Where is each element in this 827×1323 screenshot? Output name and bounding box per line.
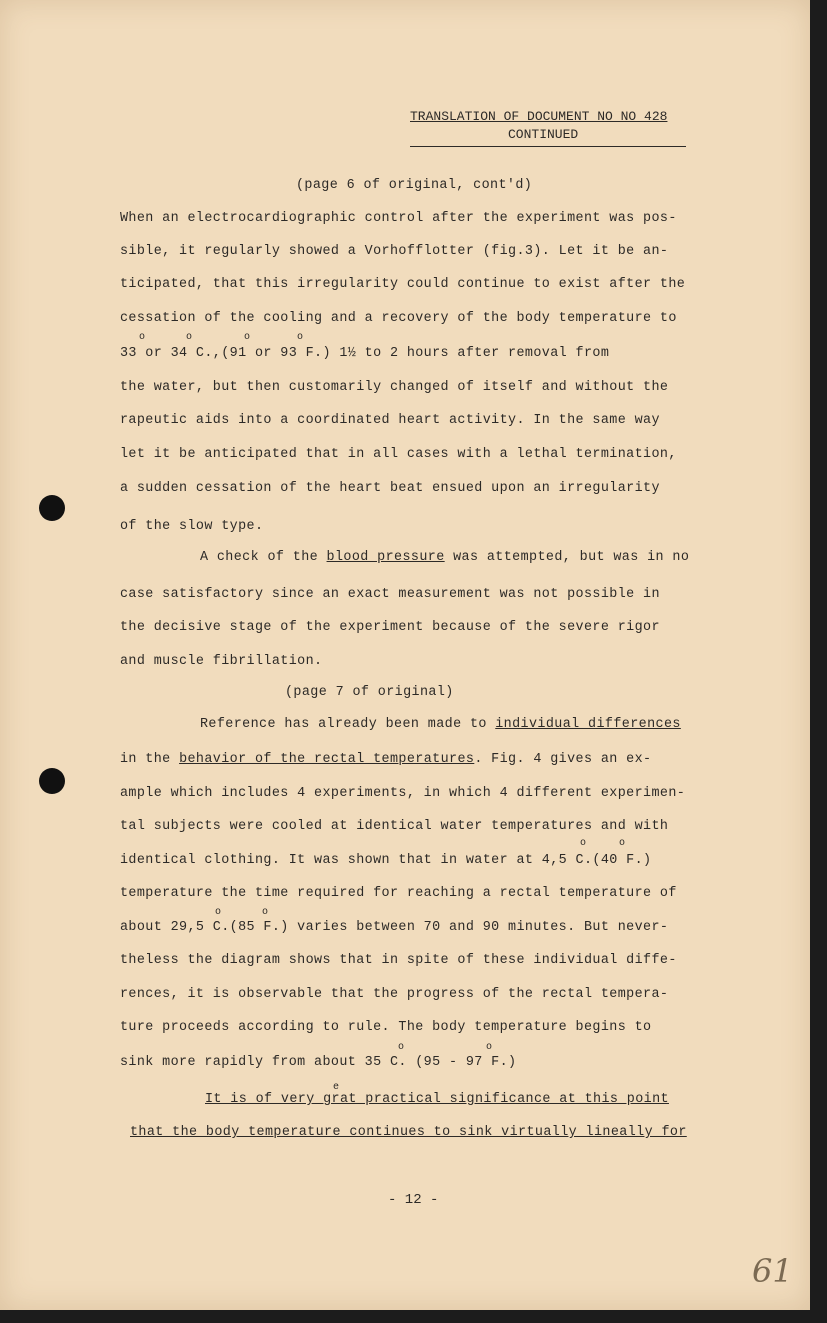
degree-mark: o — [486, 1042, 493, 1053]
text-line: tal subjects were cooled at identical water temperatures and with — [120, 819, 669, 834]
header-title: TRANSLATION OF DOCUMENT NO NO 428 — [410, 109, 668, 124]
text-line: identical clothing. It was shown that in water at 4,5 C.(40 F.) — [120, 853, 652, 868]
text-line: the water, but then customarily changed of itself and without the — [120, 380, 669, 395]
text-line: and muscle fibrillation. — [120, 654, 323, 669]
text-line: rences, it is observable that the progress of the rectal tempera- — [120, 987, 669, 1002]
underlined-term-individual-differences: individual differences — [495, 717, 681, 732]
text-line: sible, it regularly showed a Vorhofflotter (fig.3). Let it be an- — [120, 244, 669, 259]
degree-mark: o — [398, 1042, 405, 1053]
degree-mark: o — [215, 907, 222, 918]
degree-mark: o — [580, 838, 587, 849]
document-header — [410, 108, 686, 147]
degree-mark: o — [619, 838, 626, 849]
text-line: ample which includes 4 experiments, in which 4 different experimen- — [120, 786, 686, 801]
text-span: was attempted, but was in no — [444, 550, 690, 565]
page-reference-7: (page 7 of original) — [285, 685, 454, 700]
degree-mark: o — [139, 332, 146, 343]
underlined-term-rectal-temperatures: behavior of the rectal temperatures — [179, 752, 475, 767]
insert-mark: e — [333, 1082, 340, 1093]
page-reference-6: (page 6 of original, cont'd) — [296, 178, 533, 193]
degree-mark: o — [262, 907, 269, 918]
text-line: about 29,5 C.(85 F.) varies between 70 and 90 minutes. But never- — [120, 920, 669, 935]
header-continued: CONTINUED — [508, 127, 579, 142]
text-line — [120, 752, 651, 767]
text-line: cessation of the cooling and a recovery of the body temperature to — [120, 311, 677, 326]
degree-mark: o — [186, 332, 193, 343]
text-span: Reference has already been made to — [200, 717, 496, 732]
text-line: rapeutic aids into a coordinated heart activity. In the same way — [120, 413, 660, 428]
text-line: let it be anticipated that in all cases with a lethal termination, — [120, 447, 677, 462]
text-line: sink more rapidly from about 35 C. (95 - 97 F.) — [120, 1055, 517, 1070]
text-span: . Fig. 4 gives an ex- — [474, 752, 652, 767]
page-number: - 12 - — [388, 1192, 439, 1208]
text-line: theless the diagram shows that in spite of these individual diffe- — [120, 953, 677, 968]
text-line: the decisive stage of the experiment because of the severe rigor — [120, 620, 660, 635]
text-line: ticipated, that this irregularity could continue to exist after the — [120, 277, 686, 292]
underlined-sentence-line: that the body temperature continues to sink virtually lineally for — [130, 1125, 687, 1140]
text-line — [200, 717, 681, 732]
text-line: temperature the time required for reaching a rectal temperature of — [120, 886, 677, 901]
underlined-sentence-line: It is of very grat practical significance at this point — [205, 1092, 669, 1107]
text-line: 33 or 34 C.,(91 or 93 F.) 1½ to 2 hours after removal from — [120, 346, 610, 361]
text-span: in the — [120, 752, 180, 767]
text-line: ture proceeds according to rule. The body temperature begins to — [120, 1020, 652, 1035]
punch-hole-bottom — [39, 768, 65, 794]
degree-mark: o — [244, 332, 251, 343]
text-line: case satisfactory since an exact measurement was not possible in — [120, 587, 660, 602]
text-line — [200, 550, 689, 565]
text-line: of the slow type. — [120, 519, 264, 534]
handwritten-folio-number: 61 — [752, 1252, 793, 1290]
degree-mark: o — [297, 332, 304, 343]
text-line: When an electrocardiographic control after the experiment was pos- — [120, 211, 677, 226]
punch-hole-top — [39, 495, 65, 521]
text-span: A check of the — [200, 550, 327, 565]
text-line: a sudden cessation of the heart beat ensued upon an irregularity — [120, 481, 660, 496]
header-rule — [410, 146, 686, 147]
underlined-term-blood-pressure: blood pressure — [326, 550, 445, 565]
